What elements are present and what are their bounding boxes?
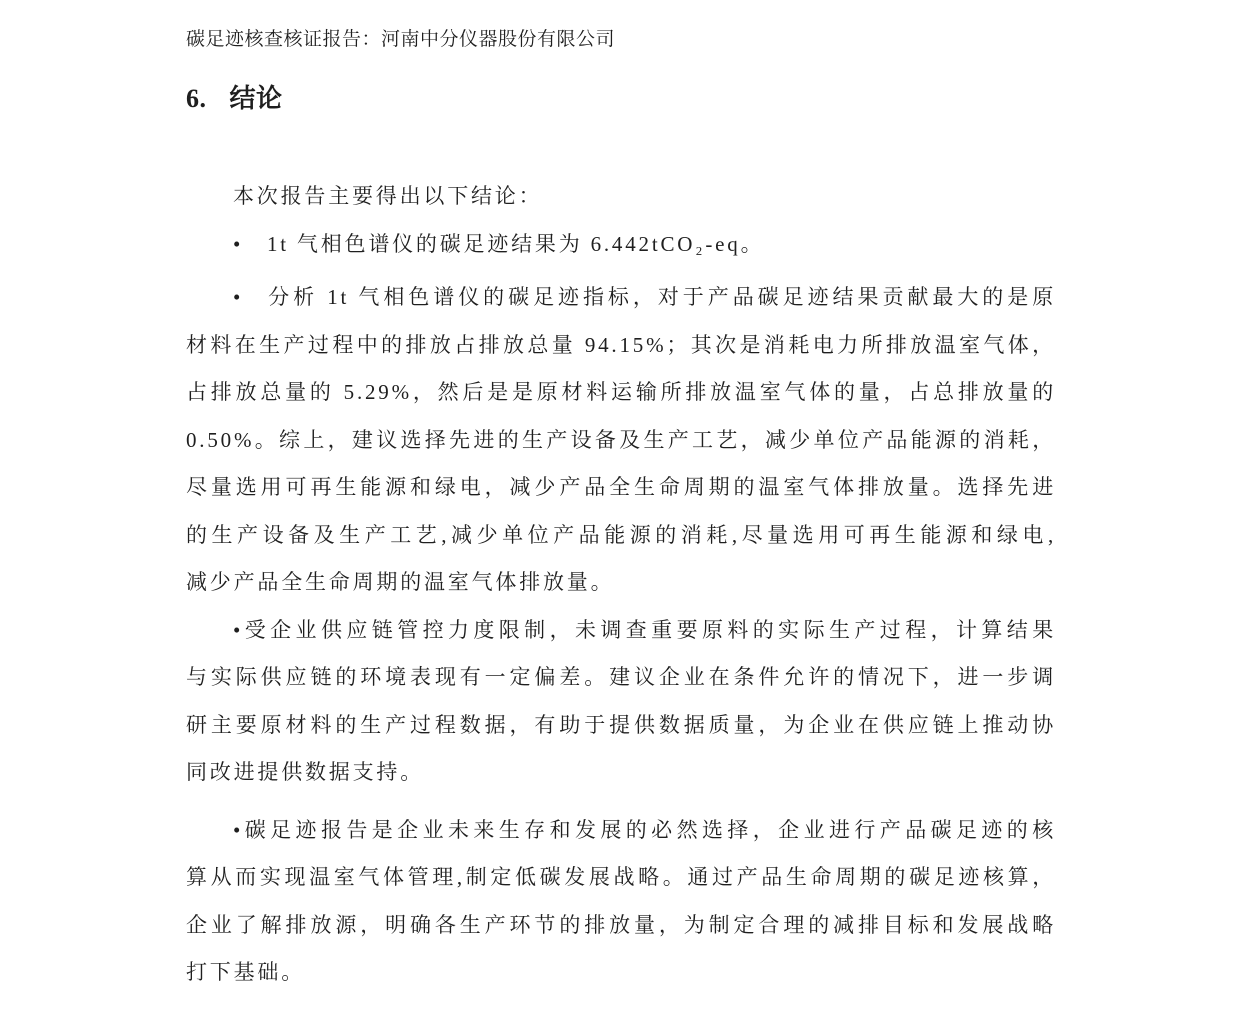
bullet-supply-chain-line: 研主要原材料的生产过程数据，有助于提供数据质量，为企业在供应链上推动协 [186, 712, 1056, 737]
section-heading [186, 78, 283, 115]
bullet-analysis-line: 减少产品全生命周期的温室气体排放量。 [186, 570, 615, 594]
bullet-analysis-line: 尽量选用可再生能源和绿电，减少产品全生命周期的温室气体排放量。选择先进 [186, 475, 1056, 499]
bullet-result-line: • 1t 气相色谱仪的碳足迹结果为 6.442tCO₂-eq。 [233, 231, 765, 256]
bullet-strategy-line: 打下基础。 [186, 960, 305, 984]
section-title: 结论 [229, 84, 283, 113]
bullet-analysis-line: 的生产设备及生产工艺,减少单位产品能源的消耗,尽量选用可再生能源和绿电, [186, 522, 1056, 547]
running-header: 碳足迹核查核证报告：河南中分仪器股份有限公司 [186, 29, 616, 50]
bullet-strategy-line: 算从而实现温室气体管理,制定低碳发展战略。通过产品生命周期的碳足迹核算， [186, 865, 1056, 889]
section-body [186, 173, 1056, 997]
paragraph-intro-line: 本次报告主要得出以下结论： [233, 184, 543, 208]
bullet-analysis-line: • 分析 1t 气相色谱仪的碳足迹指标，对于产品碳足迹结果贡献最大的是原 [233, 285, 1056, 309]
bullet-supply-chain-line: 同改进提供数据支持。 [186, 760, 424, 784]
bullet-strategy-line: 企业了解排放源，明确各生产环节的排放量，为制定合理的减排目标和发展战略 [186, 912, 1056, 937]
bullet-strategy-line: •碳足迹报告是企业未来生存和发展的必然选择，企业进行产品碳足迹的核 [233, 817, 1056, 842]
section-number: 6. [186, 84, 207, 113]
bullet-analysis-line: 材料在生产过程中的排放占排放总量 94.15%；其次是消耗电力所排放温室气体， [186, 332, 1056, 357]
bullet-supply-chain-line: •受企业供应链管控力度限制，未调查重要原料的实际生产过程，计算结果 [233, 617, 1056, 642]
bullet-analysis-line: 0.50%。综上，建议选择先进的生产设备及生产工艺，减少单位产品能源的消耗， [186, 427, 1056, 452]
bullet-supply-chain-line: 与实际供应链的环境表现有一定偏差。建议企业在条件允许的情况下，进一步调 [186, 665, 1056, 689]
bullet-analysis-line: 占排放总量的 5.29%，然后是是原材料运输所排放温室气体的量，占总排放量的 [186, 380, 1056, 404]
